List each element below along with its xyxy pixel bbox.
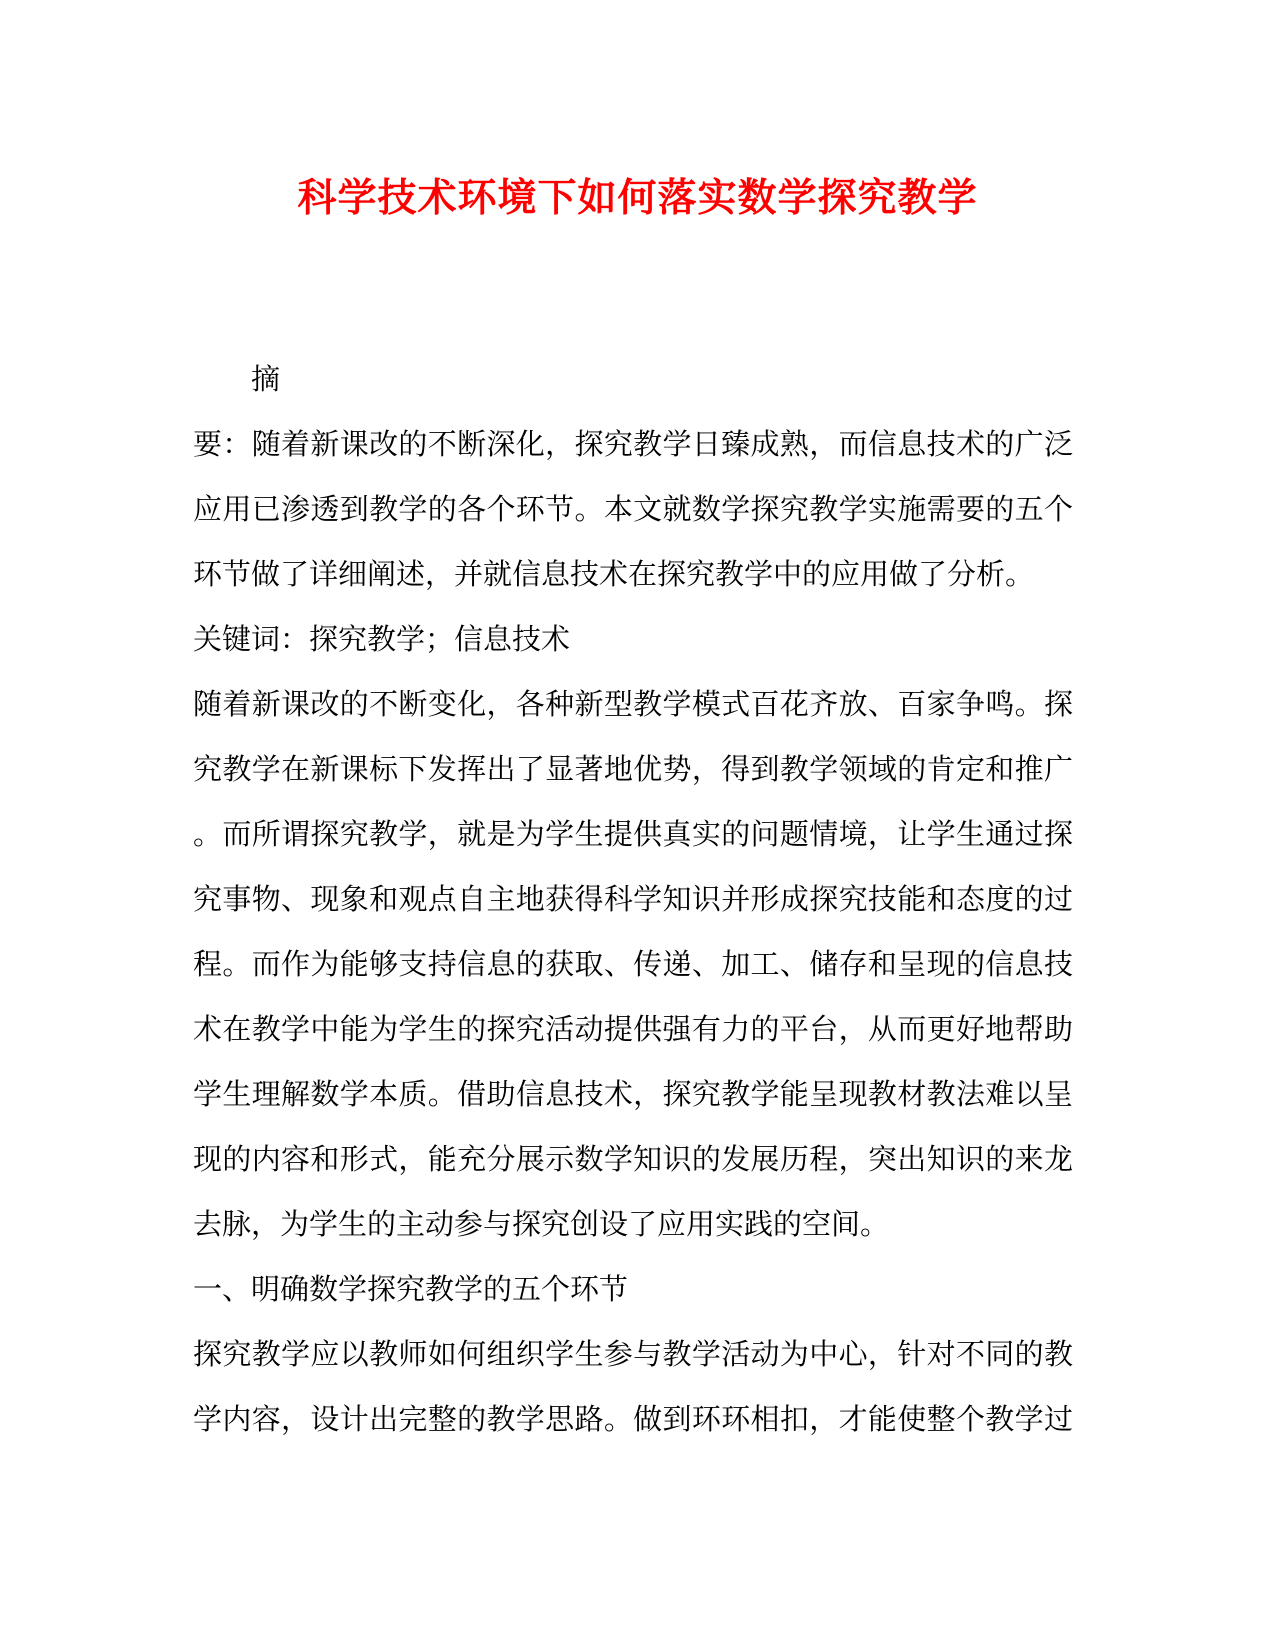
paragraph-line: 究事物、现象和观点自主地获得科学知识并形成探究技能和态度的过	[193, 882, 1073, 916]
paragraph-line: 学内容，设计出完整的教学思路。做到环环相扣，才能使整个教学过	[193, 1402, 1073, 1436]
abstract-line: 应用已渗透到教学的各个环节。本文就数学探究教学实施需要的五个	[193, 492, 1073, 526]
paragraph-line: 学生理解数学本质。借助信息技术，探究教学能呈现教材教法难以呈	[193, 1077, 1073, 1111]
paragraph-line: 程。而作为能够支持信息的获取、传递、加工、储存和呈现的信息技	[193, 947, 1073, 981]
section-heading: 一、明确数学探究教学的五个环节	[193, 1272, 629, 1306]
paragraph-line: 现的内容和形式，能充分展示数学知识的发展历程，突出知识的来龙	[193, 1142, 1073, 1176]
paragraph-line: 术在教学中能为学生的探究活动提供强有力的平台，从而更好地帮助	[193, 1012, 1073, 1046]
abstract-line: 要：随着新课改的不断深化，探究教学日臻成熟，而信息技术的广泛	[193, 427, 1073, 461]
document-title: 科学技术环境下如何落实数学探究教学	[297, 175, 978, 221]
abstract-line: 环节做了详细阐述，并就信息技术在探究教学中的应用做了分析。	[193, 557, 1035, 591]
keywords-line: 关键词：探究教学；信息技术	[193, 622, 571, 656]
paragraph-line: 究教学在新课标下发挥出了显著地优势，得到教学领域的肯定和推广	[193, 752, 1073, 786]
abstract-label-line: 摘	[251, 362, 281, 396]
document-body	[193, 347, 1073, 1452]
paragraph-line: 。而所谓探究教学，就是为学生提供真实的问题情境，让学生通过探	[193, 817, 1073, 851]
paragraph-line: 探究教学应以教师如何组织学生参与教学活动为中心，针对不同的教	[193, 1337, 1073, 1371]
paragraph-line: 随着新课改的不断变化，各种新型教学模式百花齐放、百家争鸣。探	[193, 687, 1073, 721]
paragraph-line: 去脉，为学生的主动参与探究创设了应用实践的空间。	[193, 1207, 890, 1241]
